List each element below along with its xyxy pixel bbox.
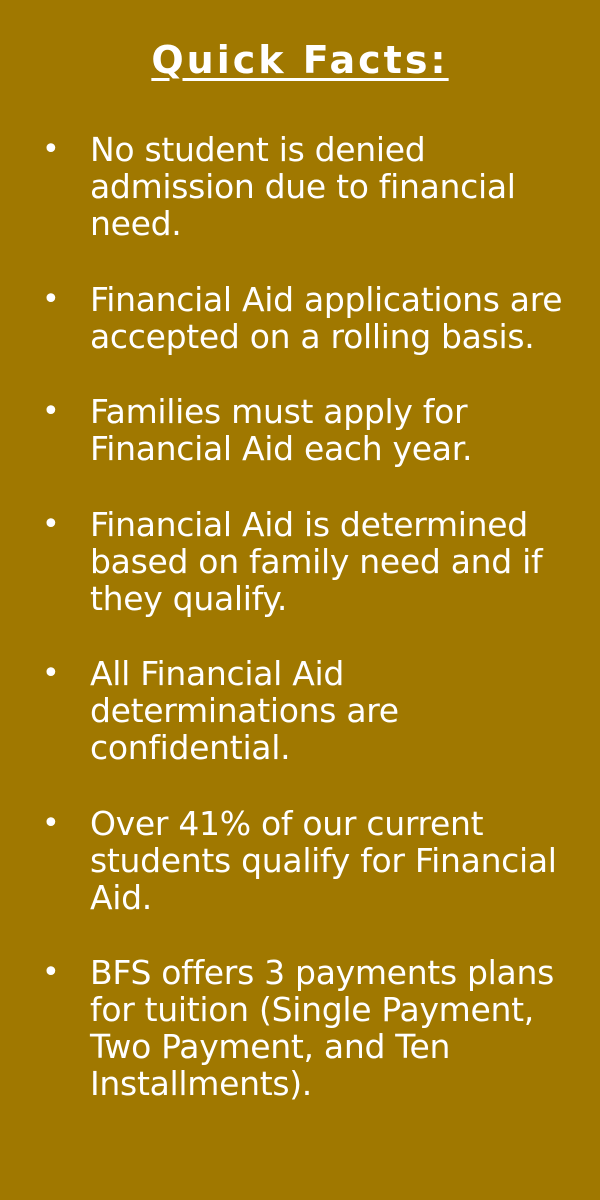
list-item <box>0 506 600 617</box>
bullet-icon: • <box>42 506 60 542</box>
list-item <box>0 655 600 766</box>
fact-text: No student is denied admission due to financial need. <box>90 130 516 243</box>
fact-text: All Financial Aid determinations are confidential. <box>90 654 399 767</box>
bullet-icon: • <box>42 132 60 167</box>
bullet-icon: • <box>42 281 60 317</box>
fact-text: Over 41% of our current students qualify for Financial Aid. <box>90 803 557 917</box>
list-item <box>0 393 600 467</box>
facts-list <box>0 131 600 1141</box>
list-item <box>0 131 600 242</box>
fact-text: Financial Aid applications are accepted on a rolling basis. <box>90 279 563 356</box>
page-title: Quick Facts: <box>151 38 449 82</box>
bullet-icon: • <box>42 394 60 429</box>
list-item <box>0 954 600 1102</box>
fact-text: Families must apply for Financial Aid each year. <box>90 392 473 468</box>
bullet-icon: • <box>42 805 60 841</box>
bullet-icon: • <box>42 955 60 990</box>
bullet-icon: • <box>42 656 60 691</box>
fact-text: Financial Aid is determined based on family need and if they qualify. <box>90 504 543 618</box>
list-item <box>0 281 600 355</box>
fact-text: BFS offers 3 payments plans for tuition (Single Payment, Two Payment, and Ten Installments). <box>90 953 554 1103</box>
list-item <box>0 805 600 916</box>
